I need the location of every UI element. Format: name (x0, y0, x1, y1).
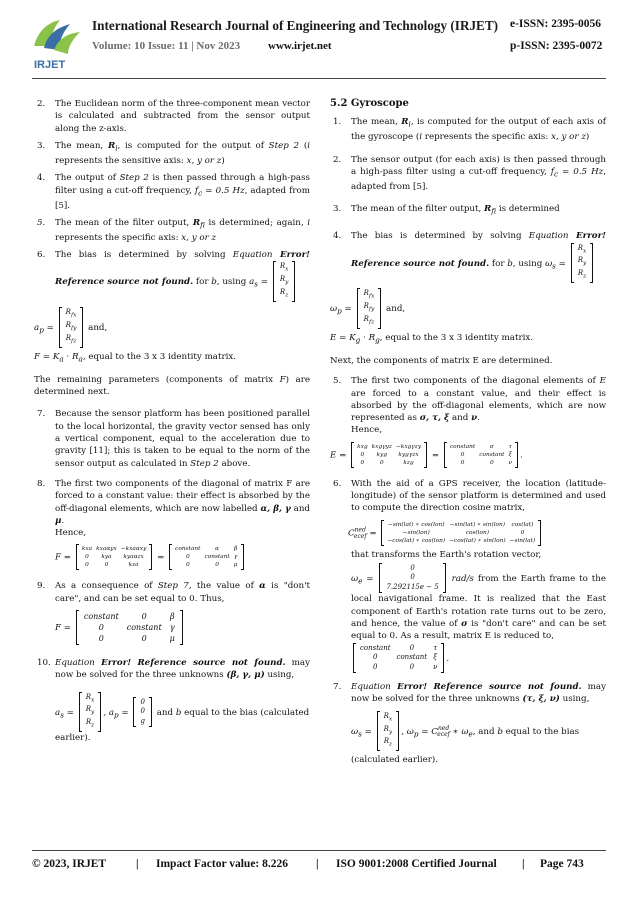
journal-title: International Research Journal of Engineering and Technology (IRJET) (92, 18, 499, 33)
section-title: 5.2 Gyroscope (330, 98, 409, 109)
footer-separator: | (522, 858, 525, 870)
equation-as-ap: $a_s$ = $R_x$ $R_y$ $R_z$ , $a_p$ = 0 0 g and b equal to the bias (calculated earlier). (55, 692, 310, 744)
list-item: 9. As a consequence of Step 7, the value of α is "don't care", and can be set equal to 0. Thus, (37, 581, 311, 604)
left-column (34, 98, 310, 748)
list-item: 3. The mean, $R_i$, is computed for the output of Step 2 (i represents the sensitive axis: x, y or z) (37, 140, 310, 166)
equation-F-reduced: F = constant 0 β 0 constant γ 0 0 μ (34, 610, 310, 645)
list-item: 4. The output of Step 2 is then passed through a high-pass filter using a cut-off frequency, $f_c = 0.5$ Hz, adapted from [5]. (37, 173, 310, 211)
impact-factor: Impact Factor value: 8.226 (156, 858, 289, 870)
page-number: Page 743 (540, 858, 584, 870)
paragraph: $\omega_e$ = 0 0 7.292115e − 5 rad/s from the Earth frame to the local navigational frame. It is realized that the East component of Earth's rotation rate turns out to be zero, and hence, the value of σ is "don't care" and can be set equal to 0. As a result, matrix E is reduced to, constant 0 τ 0 constant ξ 0 0 ν . (330, 563, 606, 673)
matrix-we: 0 0 7.292115e − 5 (379, 563, 445, 594)
matrix-F-right: constant α β 0 constant γ 0 0 μ (169, 544, 243, 570)
list-item: 2. The sensor output (for each axis) is then passed through a high-pass filter using a cut-off frequency, $f_c = 0.5$ Hz, adapted from [5]. (333, 154, 606, 192)
list-item: 2. The Euclidean norm of the three-component mean vector is calculated and subtracted from the sensor output along the z-axis. (37, 99, 310, 134)
matrix-E-reduced: constant 0 τ 0 constant ξ 0 0 ν (353, 643, 444, 674)
matrix-as: $R_x$ $R_y$ $R_z$ (273, 261, 296, 302)
p-issn: p-ISSN: 2395-0072 (510, 40, 603, 52)
right-column (330, 98, 606, 773)
irjet-logo-icon (30, 16, 84, 72)
list-item: 6. The bias is determined by solving Equation Error! Reference source not found. for b, using $a_s$ = $R_x$ $R_y$ $R_z$ (34, 249, 310, 302)
equation-ws-wp: $\omega_s$ = $R_x$ $R_y$ $R_z$ , $\omega_p = C^{ned}_{ecef}$ ∗ $\omega_e$, and b equal to the bias (330, 711, 606, 752)
iso-certification: ISO 9001:2008 Certified Journal (336, 858, 497, 870)
list-item: 7. Equation Error! Reference source not found. may now be solved for the three unknowns (τ, ξ, ν) using, (333, 682, 606, 705)
copyright: © 2023, IRJET (32, 858, 107, 870)
list-item: 10. Equation Error! Reference source not found. may now be solved for the three unknowns (β, γ, μ) using, (37, 658, 310, 681)
list-item: 3. The mean of the filter output, $R_{fi}$ is determined (333, 204, 560, 216)
list-item: 4. The bias is determined by solving Equation Error! Reference source not found. for b, using $\omega_s$ = $R_x$ $R_y$ $R_z$ (330, 230, 606, 283)
matrix-ws: $R_x$ $R_y$ $R_z$ (571, 243, 594, 284)
matrix-F-reduced: constant 0 β 0 constant γ 0 0 μ (76, 610, 183, 645)
matrix-as-2: $R_x$ $R_y$ $R_z$ (79, 692, 102, 733)
footer-separator: | (316, 858, 319, 870)
list-item: 7. Because the sensor platform has been positioned parallel to the local horizontal, the gravity vector sensed has only a vertical component, equal to the acceleration due to gravity [11]; this is taken to be equal to the norm of the sensor output as calculated in Step 2 above. (37, 409, 310, 469)
equation-ap: $a_p$ = $R_{fx}$ $R_{fy}$ $R_{fz}$ and, (34, 307, 310, 348)
paragraph: The remaining parameters (components of matrix F) are determined next. (34, 374, 311, 398)
matrix-E-left: kxg kxgγyz −kxgγzy 0 kyg kygγzx 0 0 kzg (351, 442, 427, 468)
list-item: 1. The mean, $R_i$, is computed for the output of each axis of the gyroscope (i represents the specific axis: x, y or z) (333, 117, 606, 143)
paragraph: Next, the components of matrix E are determined. (330, 355, 553, 366)
list-item: 5. The mean of the filter output, $R_{fi}$ is determined; again, i represents the specific axis: x, y or z (37, 217, 310, 243)
header-rule (32, 78, 606, 79)
journal-website-link[interactable]: www.irjet.net (268, 40, 332, 52)
equation-dcm: $C^{ned}_{ecef}$ = −sin(lat) ∗ cos(lon) −sin(lat) ∗ sin(lon) cos(lat) −sin(lon) cos(lon) 0 −cos(lat) ∗ cos(lon) −cos(lat) ∗ sin(lon) −sin(lat) (330, 520, 606, 546)
equation-E-full: E = kxg kxgγyz −kxgγzy 0 kyg kygγzx 0 0 kzg = constant σ τ 0 constant ξ 0 0 ν . (330, 443, 523, 466)
list-item: 8. The first two components of the diagonal of matrix F are forced to a constant value: their effect is absorbed by the off-diagonal elements, which are now labelled α, β, γ and μ. Hence, (37, 478, 310, 539)
page-header (30, 16, 610, 74)
footer-separator: | (136, 858, 139, 870)
matrix-dcm: −sin(lat) ∗ cos(lon) −sin(lat) ∗ sin(lon) cos(lat) −sin(lon) cos(lon) 0 −cos(lat) ∗ cos(lon) −cos(lat) ∗ sin(lon) −sin(lat) (381, 520, 541, 546)
matrix-ap: $R_{fx}$ $R_{fy}$ $R_{fz}$ (59, 307, 84, 348)
volume-issue: Volume: 10 Issue: 11 | Nov 2023 (92, 40, 241, 52)
paragraph: that transforms the Earth's rotation vector, (351, 549, 542, 560)
equation-F-full: F = kxa kxaαyx −kxaαxy 0 kya kyaαzx 0 0 kza = constant α β 0 constant γ 0 0 μ (34, 544, 310, 570)
svg-text:IRJET: IRJET (34, 59, 66, 71)
matrix-ap-2: 0 0 g (133, 697, 151, 728)
equation-F: $F = K_a \cdot R_a$, equal to the 3 x 3 identity matrix. (34, 351, 237, 364)
list-item: 5. The first two components of the diagonal elements of E are forced to a constant value, and their effect is absorbed by the off-diagonal elements, which are now represented as σ, τ, ξ and ν. Hence, (333, 376, 606, 436)
matrix-F-left: kxa kxaαyx −kxaαxy 0 kya kyaαzx 0 0 kza (76, 544, 153, 570)
matrix-wp: $R_{fx}$ $R_{fy}$ $R_{fz}$ (357, 288, 382, 329)
equation-wp: $\omega_p$ = $R_{fx}$ $R_{fy}$ $R_{fz}$ and, (330, 288, 606, 329)
list-item: 6. With the aid of a GPS receiver, the location (latitude-longitude) of the sensor platform is determined and used to compute the direction cosine matrix, (333, 478, 606, 514)
equation-E: $E = K_g \cdot R_g$, equal to the 3 x 3 identity matrix. (330, 332, 534, 345)
matrix-E-right: constant σ τ 0 constant ξ 0 0 ν (444, 442, 518, 468)
matrix-ws-2: $R_x$ $R_y$ $R_z$ (377, 711, 400, 752)
footer-rule (32, 850, 606, 851)
e-issn: e-ISSN: 2395-0056 (510, 18, 602, 30)
paragraph: (calculated earlier). (351, 755, 439, 766)
